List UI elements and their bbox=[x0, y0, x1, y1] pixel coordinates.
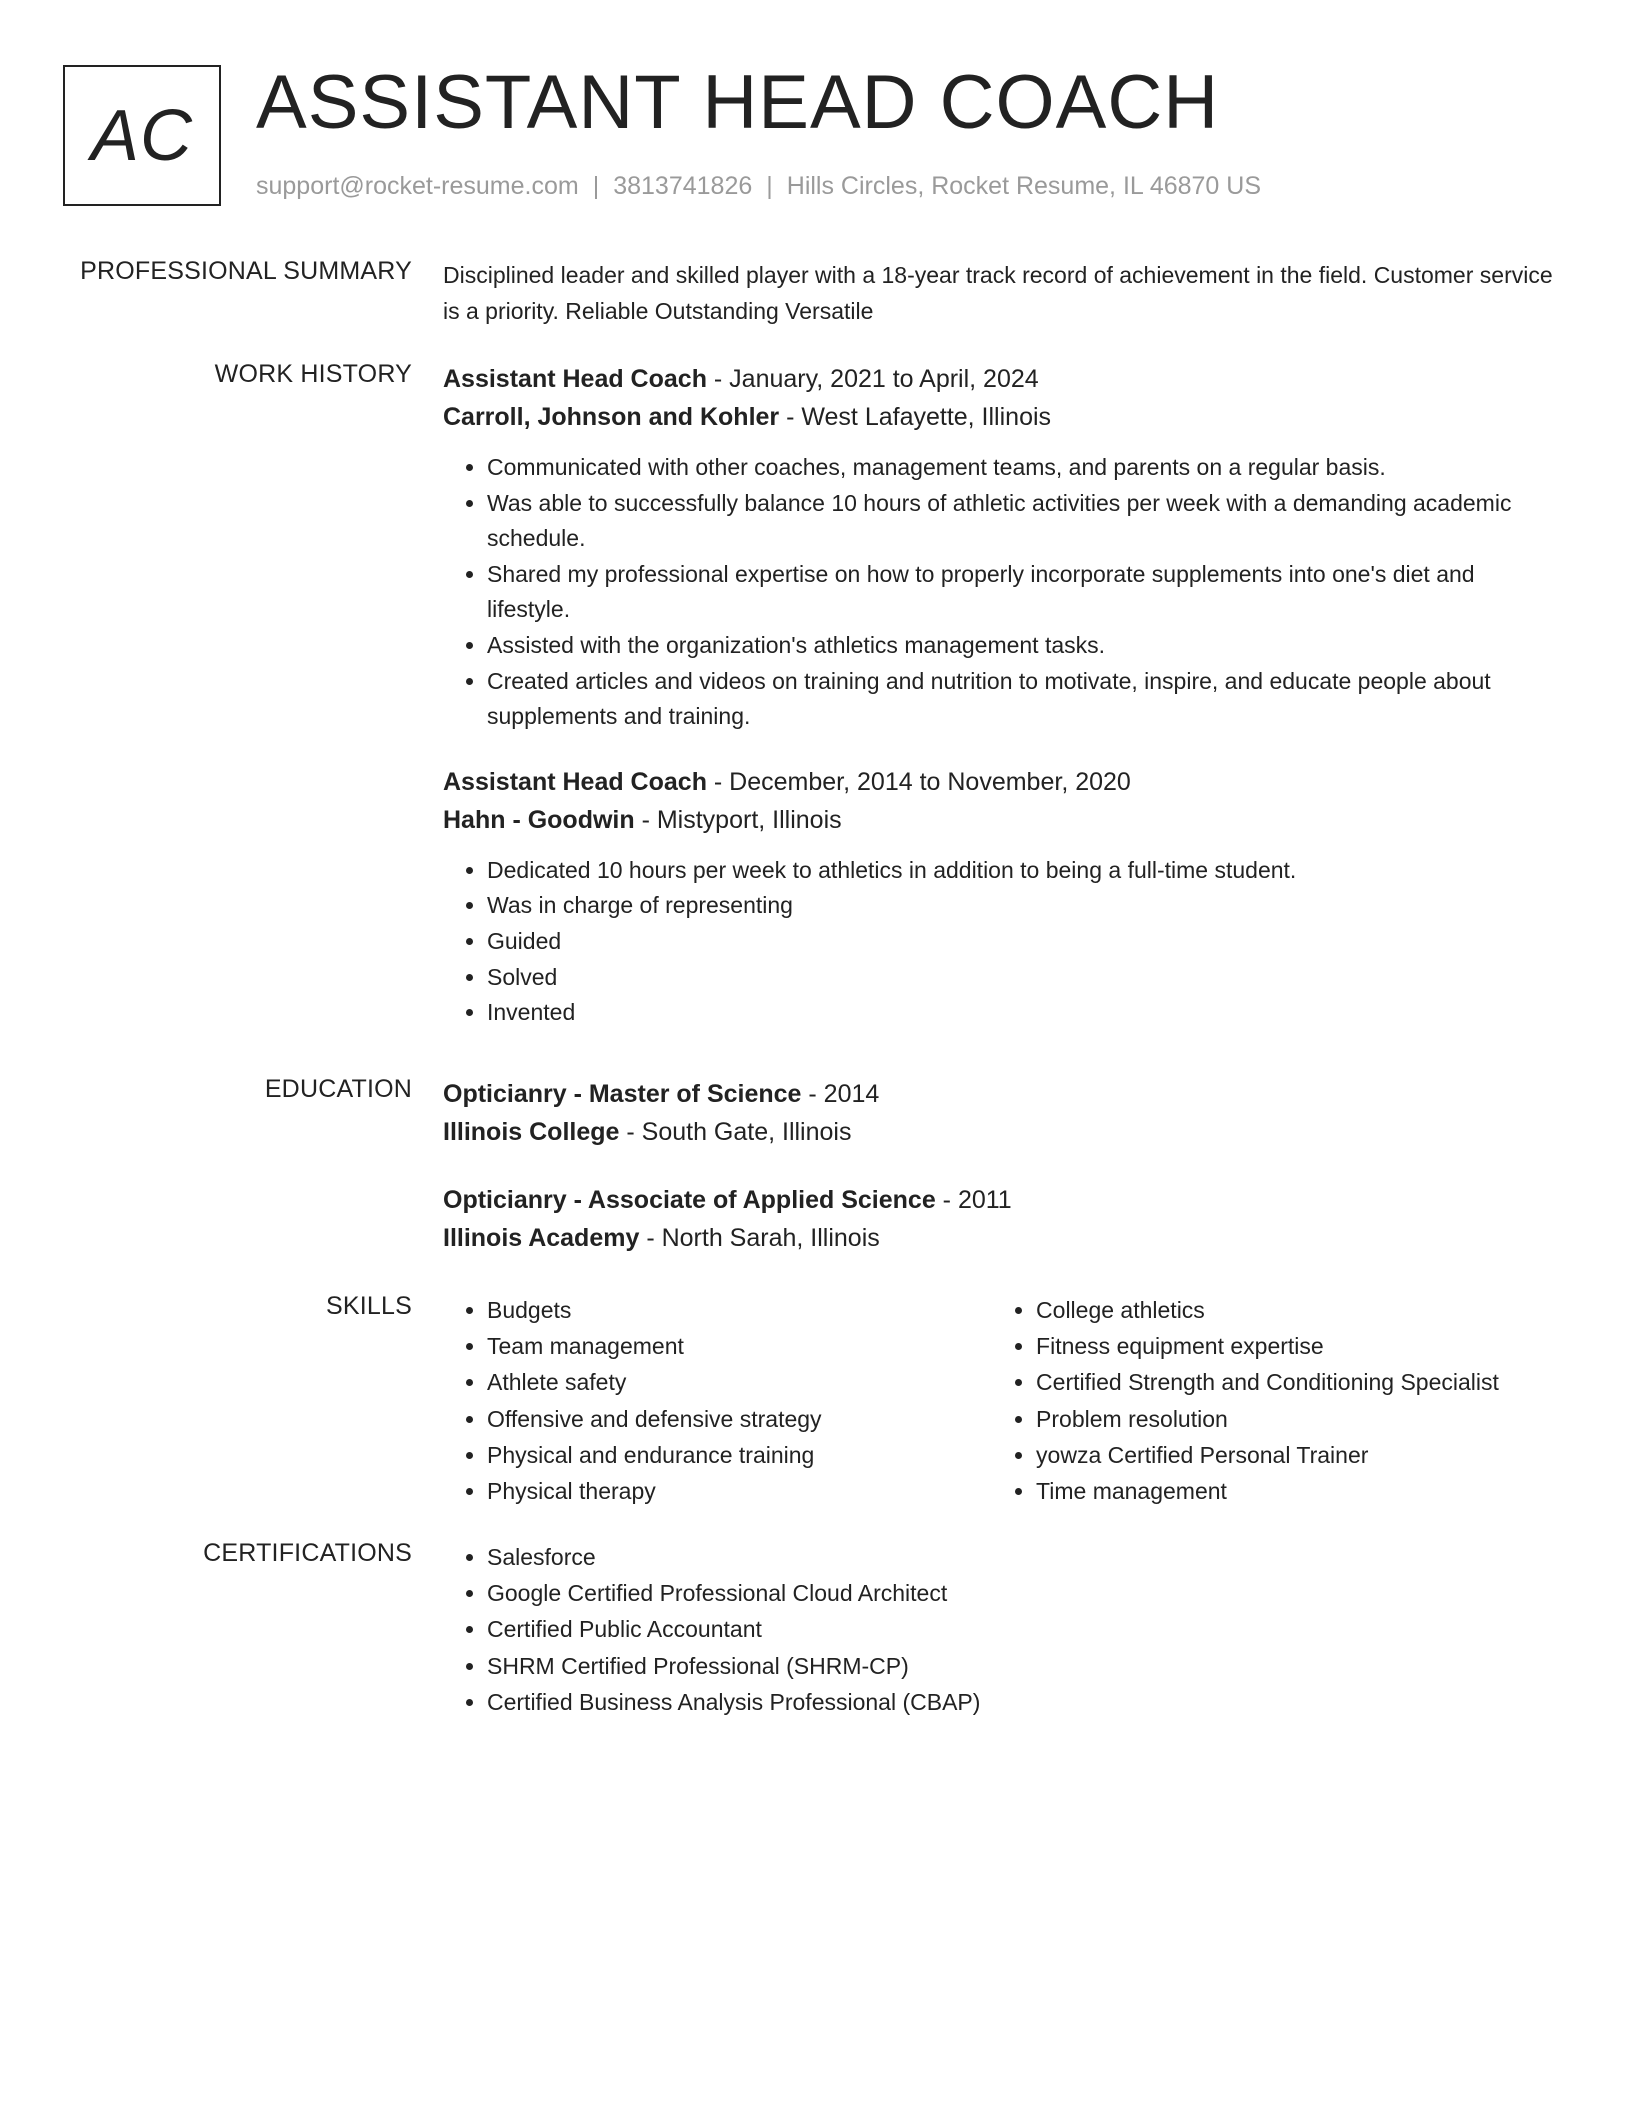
job-employer bbox=[443, 398, 1555, 436]
skills-list bbox=[443, 1292, 992, 1509]
contact-line bbox=[256, 172, 1261, 201]
skill-item: • Time management bbox=[1036, 1473, 1555, 1509]
certification-item: • Certified Public Accountant bbox=[487, 1611, 1555, 1647]
certification-item: • Certified Business Analysis Professional (CBAP) bbox=[487, 1684, 1555, 1720]
job-bullet: • Communicated with other coaches, management teams, and parents on a regular basis. bbox=[487, 450, 1555, 486]
contact-separator: | bbox=[592, 172, 600, 200]
skill-item: • Physical therapy bbox=[487, 1473, 992, 1509]
education-degree-line bbox=[443, 1181, 1555, 1219]
job-bullet: • Invented bbox=[487, 995, 1555, 1031]
job-bullets bbox=[443, 450, 1555, 735]
section-title-education: EDUCATION bbox=[264, 1075, 412, 1103]
skill-item: • Fitness equipment expertise bbox=[1036, 1328, 1555, 1364]
skill-item: • Team management bbox=[487, 1328, 992, 1364]
skill-item: • Budgets bbox=[487, 1292, 992, 1328]
job-bullet: • Guided bbox=[487, 924, 1555, 960]
certification-item: • SHRM Certified Professional (SHRM-CP) bbox=[487, 1648, 1555, 1684]
education-location: - South Gate, Illinois bbox=[619, 1118, 852, 1146]
job-bullets bbox=[443, 853, 1555, 1031]
skill-item: • yowza Certified Personal Trainer bbox=[1036, 1437, 1555, 1473]
job-bullet: • Shared my professional expertise on how to properly incorporate supplements into one's diet and lifestyle. bbox=[487, 557, 1555, 628]
skill-item: • Offensive and defensive strategy bbox=[487, 1401, 992, 1437]
section-title-summary: PROFESSIONAL SUMMARY bbox=[80, 257, 412, 285]
resume-title: ASSISTANT HEAD COACH bbox=[256, 60, 1220, 145]
job-bullet: • Solved bbox=[487, 960, 1555, 996]
skill-item: • College athletics bbox=[1036, 1292, 1555, 1328]
certification-item: • Google Certified Professional Cloud Architect bbox=[487, 1575, 1555, 1611]
section-title-work-history: WORK HISTORY bbox=[214, 360, 412, 388]
skill-item: • Athlete safety bbox=[487, 1364, 992, 1400]
education-entry bbox=[443, 1075, 1555, 1151]
job-role: Assistant Head Coach bbox=[443, 365, 707, 393]
job-heading bbox=[443, 360, 1555, 398]
job-entry bbox=[443, 360, 1555, 735]
education-school-line bbox=[443, 1219, 1555, 1257]
education-degree: Opticianry - Master of Science bbox=[443, 1080, 802, 1108]
contact-email: support@rocket-resume.com bbox=[256, 172, 579, 200]
certifications-list bbox=[443, 1539, 1555, 1720]
job-company: Carroll, Johnson and Kohler bbox=[443, 403, 780, 431]
job-bullet: • Assisted with the organization's athletics management tasks. bbox=[487, 628, 1555, 664]
job-bullet: • Was able to successfully balance 10 hours of athletic activities per week with a demanding academic schedule. bbox=[487, 486, 1555, 557]
monogram-box bbox=[63, 65, 221, 206]
job-heading bbox=[443, 763, 1555, 801]
job-employer bbox=[443, 801, 1555, 839]
education-year: - 2014 bbox=[801, 1080, 880, 1108]
job-role: Assistant Head Coach bbox=[443, 767, 707, 796]
summary-text: Disciplined leader and skilled player with a 18-year track record of achievement in the field. Customer service is a priority. Reliable Outstanding Versatile bbox=[443, 262, 1553, 324]
skill-item: • Physical and endurance training bbox=[487, 1437, 992, 1473]
job-location: - West Lafayette, Illinois bbox=[779, 403, 1052, 431]
education-school: Illinois Academy bbox=[443, 1224, 640, 1252]
section-title-skills: SKILLS bbox=[326, 1292, 412, 1320]
job-company: Hahn - Goodwin bbox=[443, 805, 635, 834]
skills-columns bbox=[443, 1292, 1555, 1509]
education-school: Illinois College bbox=[443, 1118, 620, 1146]
job-bullet: • Was in charge of representing bbox=[487, 888, 1555, 924]
job-bullet: • Dedicated 10 hours per week to athletics in addition to being a full-time student. bbox=[487, 853, 1555, 889]
skills-list bbox=[992, 1292, 1555, 1509]
monogram-initials: AC bbox=[90, 95, 194, 176]
contact-separator: | bbox=[766, 172, 773, 200]
education-school-line bbox=[443, 1113, 1555, 1151]
contact-address: Hills Circles, Rocket Resume, IL 46870 US bbox=[786, 172, 1262, 200]
contact-phone: 3813741826 bbox=[613, 172, 753, 200]
education-entry bbox=[443, 1181, 1555, 1257]
section-title-certifications: CERTIFICATIONS bbox=[203, 1539, 412, 1567]
job-bullet: • Created articles and videos on training and nutrition to motivate, inspire, and educate people about supplements and training. bbox=[487, 664, 1555, 735]
education-year: - 2011 bbox=[935, 1186, 1012, 1214]
skill-item: • Certified Strength and Conditioning Specialist bbox=[1036, 1364, 1555, 1400]
job-dates: - December, 2014 to November, 2020 bbox=[706, 767, 1131, 796]
job-location: - Mistyport, Illinois bbox=[634, 805, 842, 834]
education-location: - North Sarah, Illinois bbox=[639, 1224, 880, 1252]
job-entry bbox=[443, 763, 1555, 1031]
job-dates: - January, 2021 to April, 2024 bbox=[706, 365, 1039, 393]
skill-item: • Problem resolution bbox=[1036, 1401, 1555, 1437]
certification-item: • Salesforce bbox=[487, 1539, 1555, 1575]
education-degree-line bbox=[443, 1075, 1555, 1113]
certifications-columns bbox=[443, 1539, 1555, 1720]
education-degree: Opticianry - Associate of Applied Science bbox=[443, 1186, 936, 1214]
